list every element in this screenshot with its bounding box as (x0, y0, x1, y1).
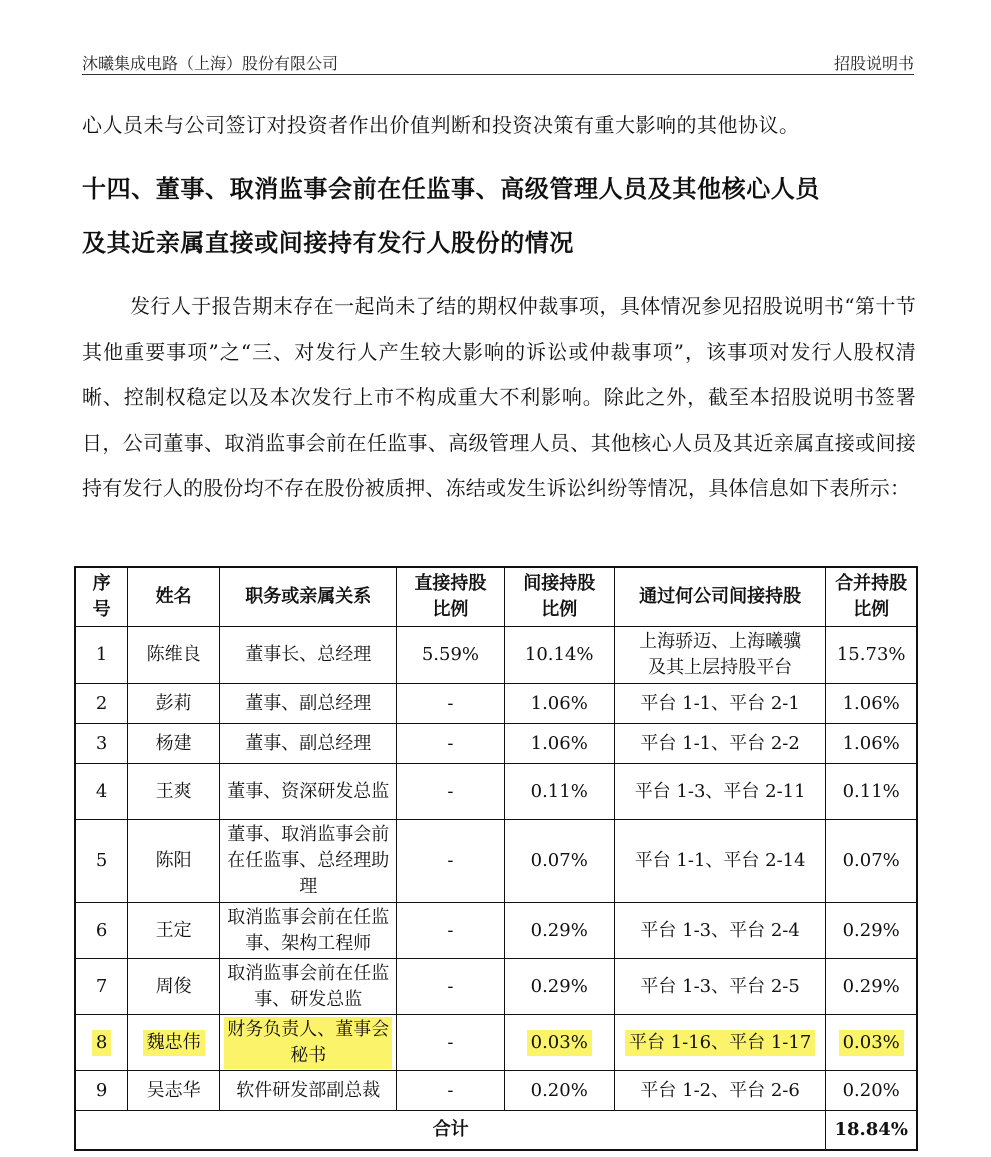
cell-no: 4 (75, 764, 128, 820)
cell-combined: 1.06% (826, 684, 917, 724)
table-total-row (75, 1111, 917, 1151)
cell-combined: 0.11% (826, 764, 917, 820)
cell-name: 彭莉 (128, 684, 220, 724)
col-header-indirect: 间接持股比例 (504, 567, 614, 627)
cell-name: 杨建 (128, 724, 220, 764)
table-row (75, 903, 917, 959)
header-document-type: 招股说明书 (833, 54, 914, 73)
col-header-position: 职务或亲属关系 (220, 567, 397, 627)
cell-position: 董事、副总经理 (220, 684, 397, 724)
cell-position: 董事、副总经理 (220, 724, 397, 764)
table-row (75, 627, 917, 684)
cell-indirect: 0.29% (504, 959, 614, 1015)
shareholding-table (74, 566, 918, 1151)
col-header-via: 通过何公司间接持股 (614, 567, 826, 627)
cell-combined: 0.20% (826, 1071, 917, 1111)
cell-no: 6 (75, 903, 128, 959)
cell-combined: 0.03% (826, 1015, 917, 1071)
cell-position: 取消监事会前在任监事、架构工程师 (220, 903, 397, 959)
cell-direct: 5.59% (397, 627, 504, 684)
table-row (75, 1071, 917, 1111)
table-row (75, 959, 917, 1015)
cell-indirect: 1.06% (504, 724, 614, 764)
cell-no: 5 (75, 820, 128, 903)
cell-combined: 15.73% (826, 627, 917, 684)
cell-indirect: 1.06% (504, 684, 614, 724)
cell-direct: - (397, 903, 504, 959)
cell-direct: - (397, 1015, 504, 1071)
cell-position: 取消监事会前在任监事、研发总监 (220, 959, 397, 1015)
table-row-highlighted (75, 1015, 917, 1071)
cell-position: 董事长、总经理 (220, 627, 397, 684)
cell-direct: - (397, 764, 504, 820)
cell-via: 平台 1-2、平台 2-6 (614, 1071, 826, 1111)
cell-via: 平台 1-1、平台 2-14 (614, 820, 826, 903)
cell-name: 王爽 (128, 764, 220, 820)
cell-name: 王定 (128, 903, 220, 959)
section-heading-line-2: 及其近亲属直接或间接持有发行人股份的情况 (82, 229, 574, 257)
cell-direct: - (397, 684, 504, 724)
header-company-name: 沐曦集成电路（上海）股份有限公司 (82, 54, 339, 73)
cell-no: 9 (75, 1071, 128, 1111)
cell-name: 陈维良 (128, 627, 220, 684)
cell-combined: 0.29% (826, 959, 917, 1015)
cell-via: 平台 1-3、平台 2-11 (614, 764, 826, 820)
continued-paragraph: 心人员未与公司签订对投资者作出价值判断和投资决策有重大影响的其他协议。 (82, 113, 800, 137)
total-label: 合计 (75, 1111, 826, 1151)
cell-direct: - (397, 959, 504, 1015)
cell-name: 吴志华 (128, 1071, 220, 1111)
col-header-combined: 合并持股比例 (826, 567, 917, 627)
col-header-no: 序号 (75, 567, 128, 627)
cell-combined: 0.29% (826, 903, 917, 959)
cell-no: 1 (75, 627, 128, 684)
cell-direct: - (397, 1071, 504, 1111)
col-header-name: 姓名 (128, 567, 220, 627)
cell-via: 平台 1-3、平台 2-4 (614, 903, 826, 959)
cell-via: 平台 1-1、平台 2-2 (614, 724, 826, 764)
cell-name: 周俊 (128, 959, 220, 1015)
cell-direct: - (397, 820, 504, 903)
cell-no: 8 (75, 1015, 128, 1071)
cell-position: 软件研发部副总裁 (220, 1071, 397, 1111)
table-header-row (75, 567, 917, 627)
cell-via: 平台 1-16、平台 1-17 (614, 1015, 826, 1071)
cell-indirect: 0.03% (504, 1015, 614, 1071)
cell-name: 陈阳 (128, 820, 220, 903)
page-header (82, 48, 914, 74)
header-divider (82, 74, 914, 75)
cell-combined: 0.07% (826, 820, 917, 903)
table-row (75, 684, 917, 724)
cell-no: 2 (75, 684, 128, 724)
col-header-direct: 直接持股比例 (397, 567, 504, 627)
cell-indirect: 0.29% (504, 903, 614, 959)
cell-via: 平台 1-1、平台 2-1 (614, 684, 826, 724)
cell-via: 平台 1-3、平台 2-5 (614, 959, 826, 1015)
total-value: 18.84% (826, 1111, 917, 1151)
table-row (75, 764, 917, 820)
cell-direct: - (397, 724, 504, 764)
cell-position: 董事、资深研发总监 (220, 764, 397, 820)
cell-no: 3 (75, 724, 128, 764)
cell-indirect: 10.14% (504, 627, 614, 684)
table-row (75, 820, 917, 903)
cell-via: 上海骄迈、上海曦骥及其上层持股平台 (614, 627, 826, 684)
section-heading-line-1: 十四、董事、取消监事会前在任监事、高级管理人员及其他核心人员 (82, 175, 820, 203)
cell-indirect: 0.11% (504, 764, 614, 820)
cell-indirect: 0.20% (504, 1071, 614, 1111)
cell-name: 魏忠伟 (128, 1015, 220, 1071)
section-heading (82, 162, 922, 270)
cell-position: 董事、取消监事会前在任监事、总经理助理 (220, 820, 397, 903)
body-paragraph: 发行人于报告期末存在一起尚未了结的期权仲裁事项，具体情况参见招股说明书“第十节 其他重要事项”之“三、对发行人产生较大影响的诉讼或仲裁事项”，该事项对发行人股权清晰、控制权稳定以及本次发行上市不构成重大不利影响。除此之外，截至本招股说明书签署日，公司董事、取消监事会前在任监事、高级管理人员、其他核心人员及其近亲属直接或间接持有发行人的股份均不存在股份被质押、冻结或发生诉讼纠纷等情况，具体信息如下表所示： (82, 294, 916, 500)
cell-combined: 1.06% (826, 724, 917, 764)
table-row (75, 724, 917, 764)
cell-indirect: 0.07% (504, 820, 614, 903)
cell-position: 财务负责人、董事会秘书 (220, 1015, 397, 1071)
cell-no: 7 (75, 959, 128, 1015)
